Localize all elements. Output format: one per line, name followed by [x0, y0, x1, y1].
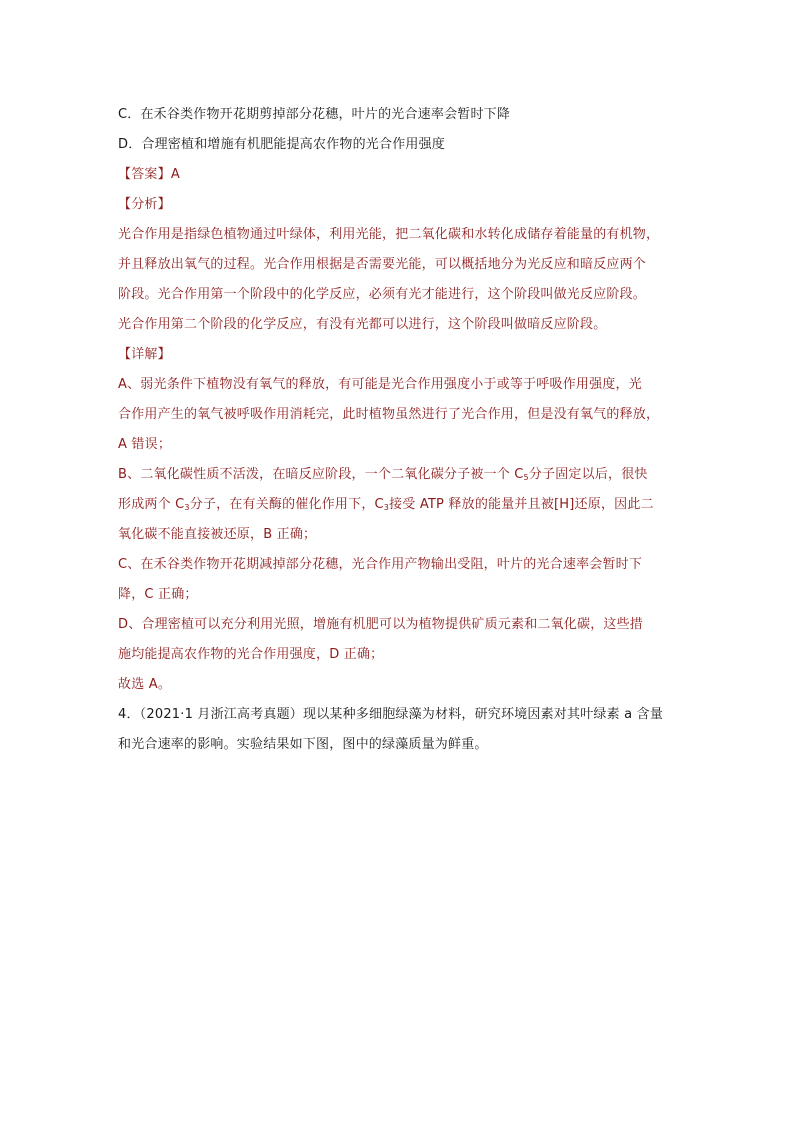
- answer-value: A: [170, 167, 180, 182]
- detail-a-line: 合作用产生的氧气被呼吸作用消耗完，此时植物虽然进行了光合作用，但是没有氧气的释放，: [118, 407, 660, 422]
- detail-b-text: 分子固定以后，很快: [528, 467, 648, 482]
- analysis-label: 【分析】: [118, 197, 171, 212]
- answer-line: [118, 160, 678, 190]
- detail-b-text: B、二氧化碳性质不活泼，在暗反应阶段，一个二氧化碳分子被一个 C: [118, 467, 524, 482]
- detail-b-line: 氧化碳不能直接被还原，B 正确；: [118, 527, 317, 542]
- subscript: 3: [184, 503, 190, 512]
- question-4-line: 和光合速率的影响。实验结果如下图，图中的绿藻质量为鲜重。: [118, 737, 488, 752]
- detail-a-line: A、弱光条件下植物没有氧气的释放，有可能是光合作用强度小于或等于呼吸作用强度，光: [118, 377, 642, 392]
- detail-b-text: 形成两个 C: [118, 497, 185, 512]
- analysis-line: 阶段。光合作用第一个阶段中的化学反应，必须有光才能进行，这个阶段叫做光反应阶段。: [118, 287, 647, 302]
- answer-label: 【答案】: [118, 167, 171, 182]
- detail-d-line: D、合理密植可以充分利用光照，增施有机肥可以为植物提供矿质元素和二氧化碳，这些措: [118, 617, 644, 632]
- detail-b-line: [118, 460, 678, 490]
- analysis-line: 光合作用是指绿色植物通过叶绿体，利用光能，把二氧化碳和水转化成储存着能量的有机物，: [118, 227, 660, 242]
- option-c: C．在禾谷类作物开花期剪掉部分花穗，叶片的光合速率会暂时下降: [118, 107, 511, 122]
- analysis-line: 并且释放出氧气的过程。光合作用根据是否需要光能，可以概括地分为光反应和暗反应两个: [118, 257, 647, 272]
- detail-b-line: [118, 490, 678, 520]
- document-body: [118, 100, 678, 760]
- detail-d-line: 施均能提高农作物的光合作用强度，D 正确；: [118, 647, 384, 662]
- detail-c-line: C、在禾谷类作物开花期减掉部分花穗，光合作用产物输出受阻，叶片的光合速率会暂时下: [118, 557, 643, 572]
- detail-b-text: 分子，在有关酶的催化作用下，C: [189, 497, 384, 512]
- subscript: 5: [523, 473, 529, 482]
- conclusion: 故选 A。: [118, 677, 172, 692]
- analysis-line: 光合作用第二个阶段的化学反应，有没有光都可以进行，这个阶段叫做暗反应阶段。: [118, 317, 607, 332]
- question-4-line: 4．（2021·1 月浙江高考真题）现以某种多细胞绿藻为材料，研究环境因素对其叶绿素 a 含量: [118, 707, 664, 722]
- detail-c-line: 降，C 正确；: [118, 587, 198, 602]
- subscript: 3: [383, 503, 390, 512]
- detail-b-text: 接受 ATP 释放的能量并且被[H]还原，因此二: [389, 497, 654, 512]
- detail-label: 【详解】: [118, 347, 171, 362]
- option-d: D．合理密植和增施有机肥能提高农作物的光合作用强度: [118, 137, 446, 152]
- detail-a-line: A 错误；: [118, 437, 172, 452]
